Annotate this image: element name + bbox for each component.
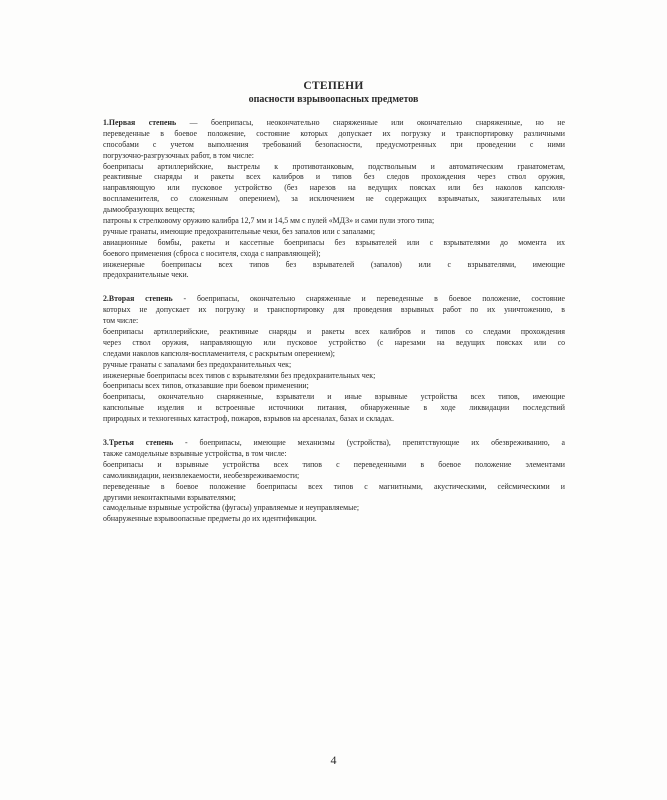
text-line	[103, 482, 565, 493]
line-text: боеприпасы и взрывные устройства всех типов с переведенными в боевое положение элементами	[103, 459, 565, 469]
text-line	[103, 360, 565, 371]
line-text: дымообразующих веществ;	[103, 205, 195, 215]
text-line	[103, 194, 565, 205]
text-line	[103, 305, 565, 316]
line-text: способами с учетом выполнения требований безопасности, предусмотренных при проведении с ними	[103, 139, 565, 149]
text-line	[103, 270, 565, 281]
line-text: патроны к стрелковому оружию калибра 12,7 мм и 14,5 мм с пулей «МДЗ» и сами пули этого типа;	[103, 216, 435, 226]
line-text: переведенные в боевое положение, состояние которых допускает их погрузку и транспортировку различными	[103, 128, 565, 138]
line-text: боеприпасы всех типов, отказавшие при боевом применении;	[103, 381, 309, 391]
line-text: природных и техногенных катастроф, пожаров, взрывов на арсеналах, базах и складах.	[103, 414, 395, 424]
text-line	[103, 438, 565, 449]
line-text: самодельные взрывные устройства (фугасы) управляемые и неуправляемые;	[103, 503, 360, 513]
line-text: погрузочно-разгрузочных работ, в том числе:	[103, 150, 254, 160]
line-text: реактивные снаряды и ракеты всех калибров и типов без следов прохождения через ствол оружия,	[103, 172, 565, 182]
text-line	[103, 238, 565, 249]
text-line	[103, 118, 565, 129]
text-line	[103, 327, 565, 338]
text-line	[103, 260, 565, 271]
line-text: инженерные боеприпасы всех типов с взрывателями без предохранительных чек;	[103, 370, 376, 380]
text-line	[103, 183, 565, 194]
line-text: ручные гранаты с запалами без предохранительных чек;	[103, 359, 292, 369]
text-line	[103, 162, 565, 173]
text-line	[103, 249, 565, 260]
text-line	[103, 349, 565, 360]
text-line	[103, 294, 565, 305]
line-text: обнаруженные взрывоопасные предметы до их идентификации.	[103, 514, 317, 524]
text-line	[103, 471, 565, 482]
text-line	[103, 129, 565, 140]
text-line	[103, 205, 565, 216]
document-body	[103, 118, 565, 538]
document-title: СТЕПЕНИ	[303, 80, 364, 92]
line-text: переведенные в боевое положение боеприпасы всех типов с магнитными, акустическими, сейсмическими и	[103, 481, 565, 491]
line-text: том числе:	[103, 316, 139, 326]
section-3	[103, 438, 565, 525]
section-heading: 1.Первая степень	[103, 118, 177, 127]
text-line	[103, 140, 565, 151]
text-line	[103, 316, 565, 327]
text-line	[103, 403, 565, 414]
line-text: - боеприпасы, окончательно снаряженные и переведенные в боевое положение, состояние	[172, 294, 565, 304]
text-line	[103, 172, 565, 183]
line-text: боеприпасы, окончательно снаряженные, взрыватели и иные взрывные устройства всех типов, имеющие	[103, 392, 565, 402]
line-text: другими неконтактными взрывателями;	[103, 492, 236, 502]
page-number: 4	[330, 753, 337, 767]
section-heading: 3.Третья степень	[103, 438, 174, 448]
text-line	[103, 227, 565, 238]
line-text: предохранительные чеки.	[103, 270, 189, 280]
section-2	[103, 294, 565, 425]
line-text: боевого применения (сброса с носителя, схода с направляющей);	[103, 248, 321, 258]
section-heading: 2.Вторая степень	[103, 294, 173, 304]
text-line	[103, 460, 565, 471]
text-line	[103, 381, 565, 392]
line-text: через ствол оружия, направляющую или пусковое устройство (с нарезами на ведущих поясках или со	[103, 337, 565, 347]
line-text: следами наколов капсюля-воспламенителя, с раскрытым оперением);	[103, 348, 335, 358]
line-text: боеприпасы артиллерийские, выстрелы к противотанковым, подствольным и автоматическим гранатометам,	[103, 161, 565, 171]
line-text: боеприпасы артиллерийские, реактивные снаряды и ракеты всех калибров и типов со следами прохождения	[103, 327, 565, 337]
text-line	[103, 392, 565, 403]
line-text: - боеприпасы, имеющие механизмы (устройства), препятствующие их обезвреживанию, а	[173, 438, 565, 448]
line-text: воспламенителя, со сложенным оперением), за исключением не содержащих взрывчатых, зажигательных или	[103, 194, 565, 204]
section-1	[103, 118, 565, 281]
text-line	[103, 414, 565, 425]
text-line	[103, 514, 565, 525]
document-subtitle: опасности взрывоопасных предметов	[248, 94, 419, 105]
text-line	[103, 371, 565, 382]
text-line	[103, 151, 565, 162]
line-text: направляющую или пусковое устройство (без нарезов на ведущих поясках или без наколов капсюля-	[103, 183, 565, 193]
title-block	[90, 79, 577, 106]
text-line	[103, 449, 565, 460]
line-text: — боеприпасы, неокончательно снаряженные или окончательно снаряженные, но не	[176, 118, 565, 127]
line-text: капсюльные изделия и встроенные источники питания, обнаруженные в ходе ликвидации последствий	[103, 403, 565, 413]
text-line	[103, 338, 565, 349]
line-text: самоликвидации, неизвлекаемости, необезвреживаемости;	[103, 470, 300, 480]
line-text: которых не допускает их погрузку и транспортировку для проведения взрывных работ по их уничтожению, в	[103, 305, 565, 315]
text-line	[103, 493, 565, 504]
text-line	[103, 216, 565, 227]
line-text: авиационные бомбы, ракеты и кассетные боеприпасы без взрывателей или с взрывателями до момента их	[103, 237, 565, 247]
line-text: также самодельные взрывные устройства, в том числе:	[103, 448, 287, 458]
line-text: ручные гранаты, имеющие предохранительные чеки, без запалов или с запалами;	[103, 226, 376, 236]
line-text: инженерные боеприпасы всех типов без взрывателей (запалов) или с взрывателями, имеющие	[103, 259, 565, 269]
text-line	[103, 503, 565, 514]
